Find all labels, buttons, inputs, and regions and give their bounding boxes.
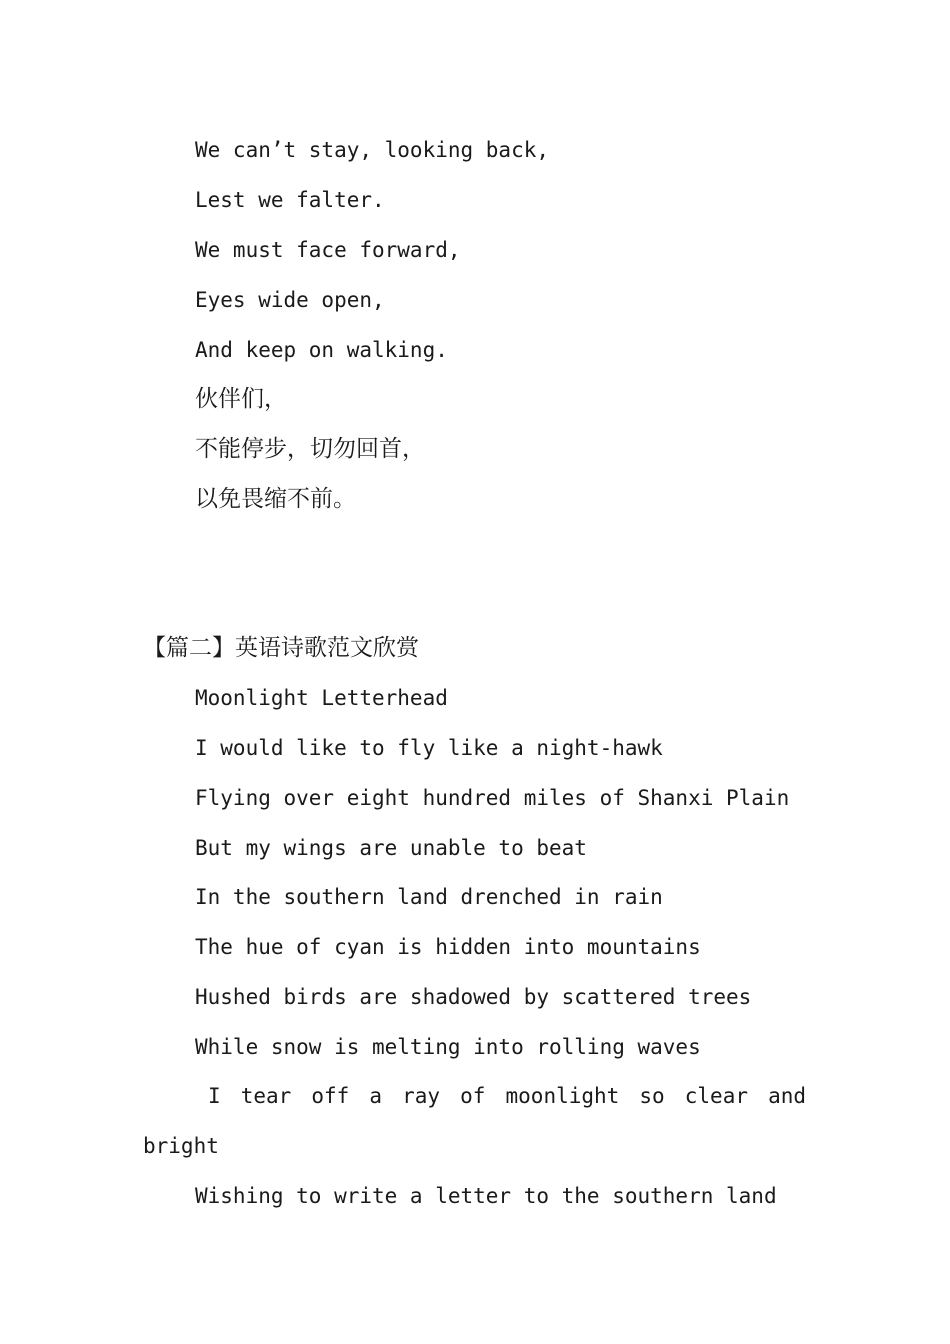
- poem-line: Hushed birds are shadowed by scattered trees: [195, 985, 752, 1009]
- poem-line-justified: I tear off a ray of moonlight so clear and: [208, 1084, 806, 1108]
- poem-line: While snow is melting into rolling waves: [195, 1035, 701, 1059]
- section-heading: 【篇二】英语诗歌范文欣赏: [143, 635, 419, 661]
- poem-line-continuation: bright: [143, 1134, 219, 1158]
- poem-line-chinese: 伙伴们，: [195, 386, 287, 412]
- poem-line: We must face forward,: [195, 238, 461, 262]
- poem-line: In the southern land drenched in rain: [195, 885, 663, 909]
- poem-line: Lest we falter.: [195, 188, 385, 212]
- poem-line-chinese: 不能停步，切勿回首，: [195, 436, 425, 462]
- poem-line: We can’t stay, looking back,: [195, 138, 550, 162]
- poem-line: Wishing to write a letter to the southern land: [195, 1184, 777, 1208]
- poem-line: The hue of cyan is hidden into mountains: [195, 935, 701, 959]
- poem-line: Eyes wide open,: [195, 288, 385, 312]
- poem-line: I would like to fly like a night-hawk: [195, 736, 663, 760]
- poem-line: Flying over eight hundred miles of Shanxi Plain: [195, 786, 790, 810]
- poem-title: Moonlight Letterhead: [195, 686, 448, 710]
- poem-line-chinese: 以免畏缩不前。: [195, 486, 356, 512]
- poem-line: And keep on walking.: [195, 338, 448, 362]
- poem-line: But my wings are unable to beat: [195, 836, 587, 860]
